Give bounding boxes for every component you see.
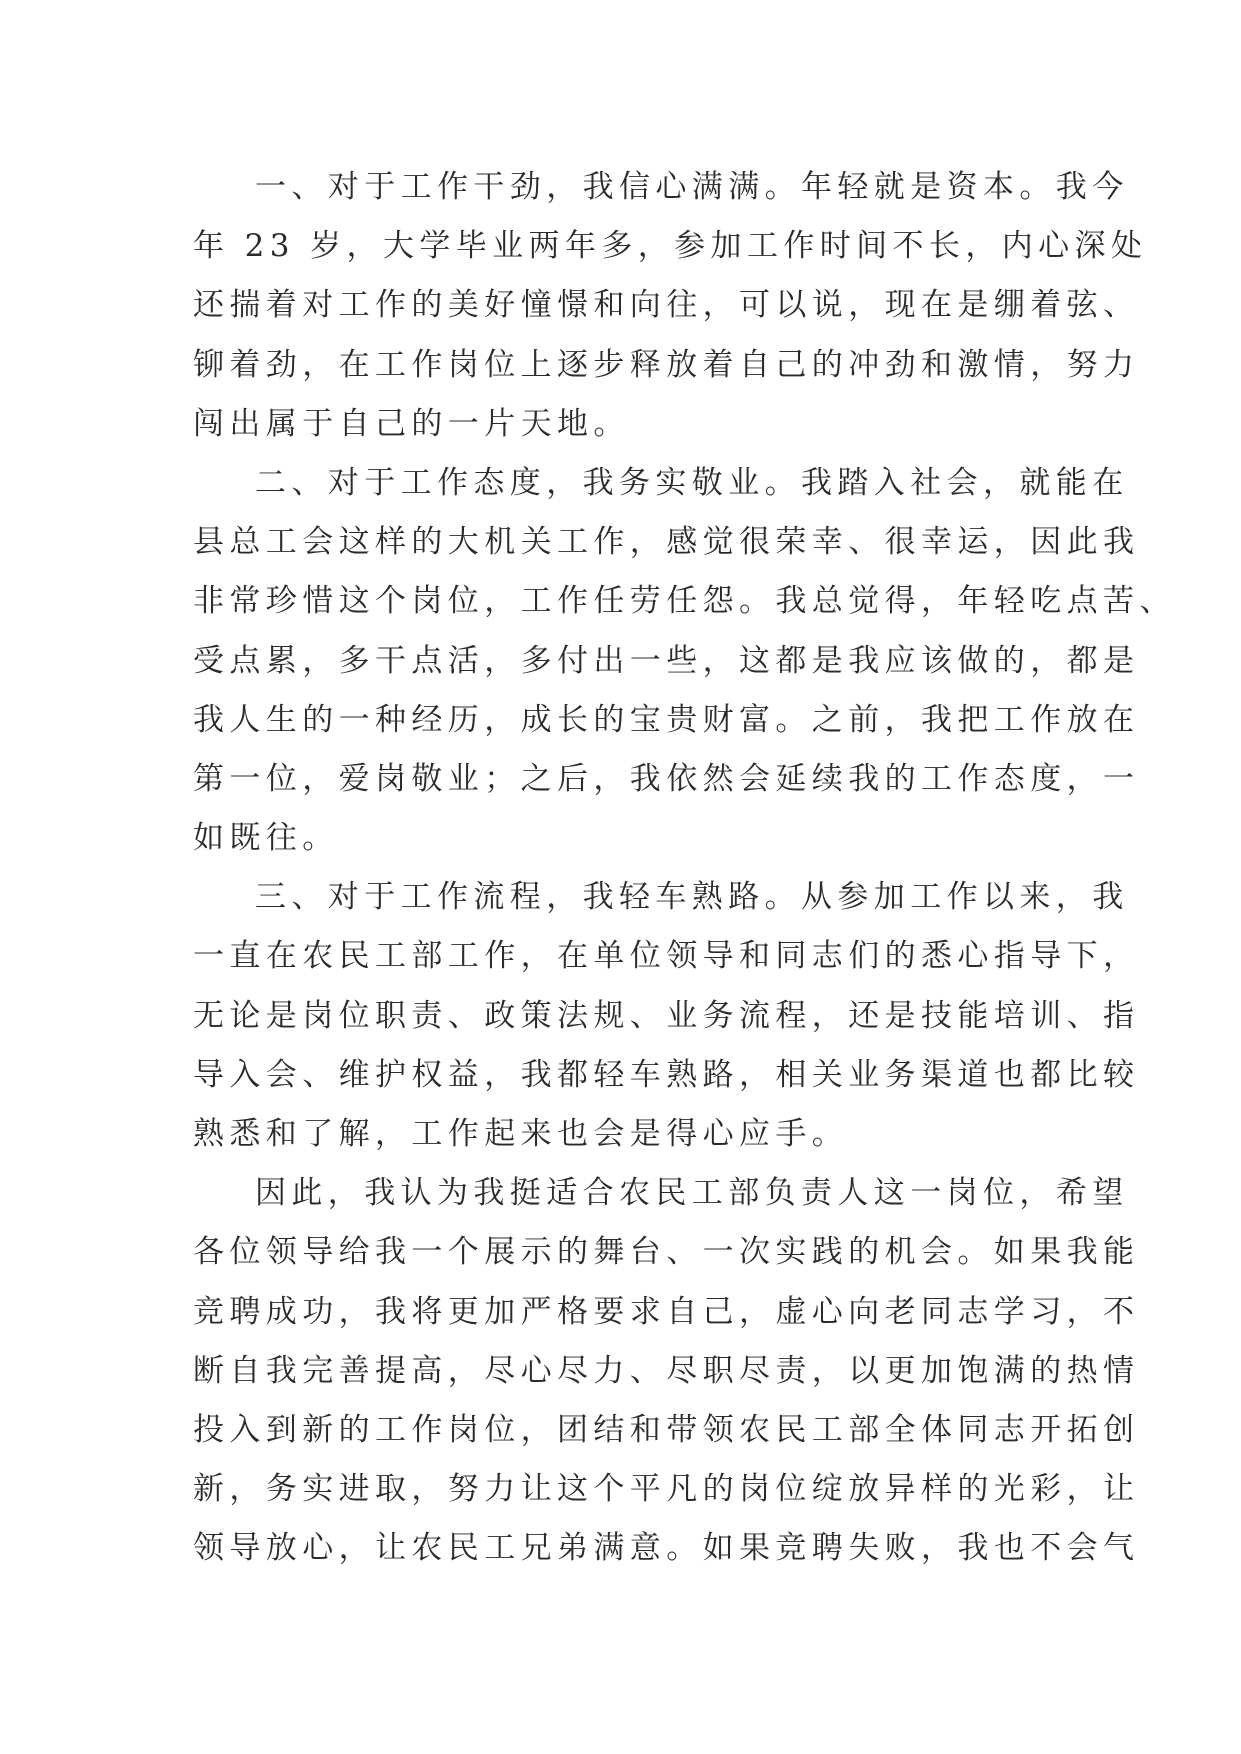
paragraph-1-line-1: 一、对于工作干劲，我信心满满。年轻就是资本。我今 [255, 169, 1129, 205]
paragraph-3-line-1: 三、对于工作流程，我轻车熟路。从参加工作以来，我 [255, 879, 1129, 916]
paragraph-3-line-5: 熟悉和了解，工作起来也会是得心应手。 [193, 1116, 849, 1152]
paragraph-4-line-7: 领导放心，让农民工兄弟满意。如果竞聘失败，我也不会气 [193, 1530, 1140, 1567]
paragraph-4-line-1: 因此，我认为我挺适合农民工部负责人这一岗位，希望 [255, 1175, 1129, 1212]
paragraph-2-line-7: 如既往。 [193, 820, 339, 857]
paragraph-2-line-5: 我人生的一种经历，成长的宝贵财富。之前，我把工作放在 [193, 701, 1140, 738]
paragraph-3-line-4: 导入会、维护权益，我都轻车熟路，相关业务渠道也都比较 [193, 1056, 1140, 1093]
paragraph-1-line-2: 年 23 岁，大学毕业两年多，参加工作时间不长，内心深处 [193, 228, 1148, 265]
paragraph-4-line-2: 各位领导给我一个展示的舞台、一次实践的机会。如果我能 [193, 1234, 1140, 1271]
paragraph-3-line-2: 一直在农民工部工作，在单位领导和同志们的悉心指导下， [193, 938, 1140, 975]
paragraph-4-line-5: 投入到新的工作岗位，团结和带领农民工部全体同志开拓创 [193, 1411, 1140, 1448]
document-body [193, 158, 1176, 1579]
paragraph-2-line-2: 县总工会这样的大机关工作，感觉很荣幸、很幸运，因此我 [193, 524, 1140, 561]
paragraph-2-line-4: 受点累，多干点活，多付出一些，这都是我应该做的，都是 [193, 642, 1140, 679]
paragraph-2-line-6: 第一位，爱岗敬业；之后，我依然会延续我的工作态度，一 [193, 760, 1140, 797]
paragraph-1-line-4: 铆着劲，在工作岗位上逐步释放着自己的冲劲和激情，努力 [193, 346, 1140, 383]
paragraph-4-line-6: 新，务实进取，努力让这个平凡的岗位绽放异样的光彩，让 [193, 1471, 1140, 1508]
paragraph-1-line-5: 闯出属于自己的一片天地。 [193, 405, 630, 442]
paragraph-1-line-3: 还揣着对工作的美好憧憬和向往，可以说，现在是绷着弦、 [193, 287, 1140, 324]
paragraph-2-line-1: 二、对于工作态度，我务实敬业。我踏入社会，就能在 [255, 464, 1129, 501]
paragraph-2-line-3: 非常珍惜这个岗位，工作任劳任怨。我总觉得，年轻吃点苦、 [193, 583, 1176, 620]
paragraph-4-line-3: 竞聘成功，我将更加严格要求自己，虚心向老同志学习，不 [193, 1293, 1140, 1330]
paragraph-3-line-3: 无论是岗位职责、政策法规、业务流程，还是技能培训、指 [193, 997, 1140, 1034]
paragraph-4-line-4: 断自我完善提高，尽心尽力、尽职尽责，以更加饱满的热情 [193, 1352, 1140, 1389]
